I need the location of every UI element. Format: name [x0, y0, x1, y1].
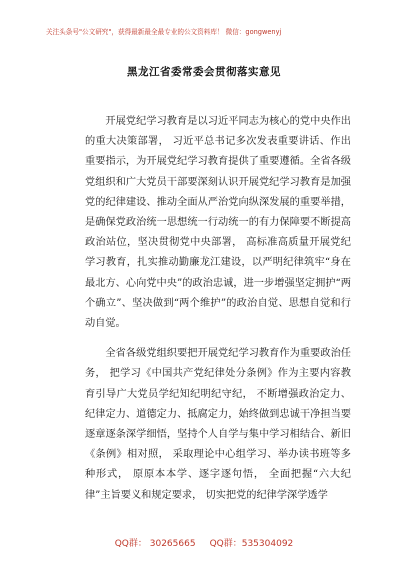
paragraph-2: 全省各级党组织要把开展党纪学习教育作为重要政治任务， 把学习《中国共产党纪律处分条例》作为主要内容教育引导广大党员学纪知纪明纪守纪， 不断增强政治定力、纪律定力、道德定力、抵腐定力，始终做到忠诚干净担当要逐章逐条深学细悟，坚持个人自学与集中学习相结合、新旧《条例》相对照， 采取理论中心组学习、举办读书班等多种形式， 原原本本学、逐字逐句悟， 全面把握“六大纪律”主旨要义和规定要求， 切实把党的纪律学深学透学	[85, 348, 351, 501]
footer-qq-group-1: QQ群： 30265665	[114, 539, 196, 549]
header-promo-text: 关注头条号"公文研究"，获得最新最全最专业的公文资料库！ 微信：gongwenyj	[46, 28, 282, 36]
footer-contacts	[0, 536, 408, 549]
paragraph-1: 开展党纪学习教育是以习近平同志为核心的党中央作出的重大决策部署， 习近平总书记多次发表重要讲话、作出重要指示，为开展党纪学习教育提供了重要遵循。全省各级党组织和广大党员干部要深刻认识开展党纪学习教育是加强党的纪律建设、推动全面从严治党向纵深发展的重要举措，是确保党政治统一思想统一行动统一的有力保障要不断提高政治站位，坚决贯彻党中央部署， 高标准高质量开展党纪学习教育，扎实推动勤廉龙江建设，以严明纪律筑牢“身在最北方、心向党中央”的政治忠诚，进一步增强坚定拥护“两个确立”、坚决做到“两个维护”的政治自觉、思想自觉和行动自觉。	[85, 116, 351, 330]
document-body	[85, 112, 351, 506]
document-title: 黑龙江省委常委会贯彻落实意见	[127, 66, 281, 78]
footer-qq-group-2: QQ群：535304092	[209, 539, 294, 549]
